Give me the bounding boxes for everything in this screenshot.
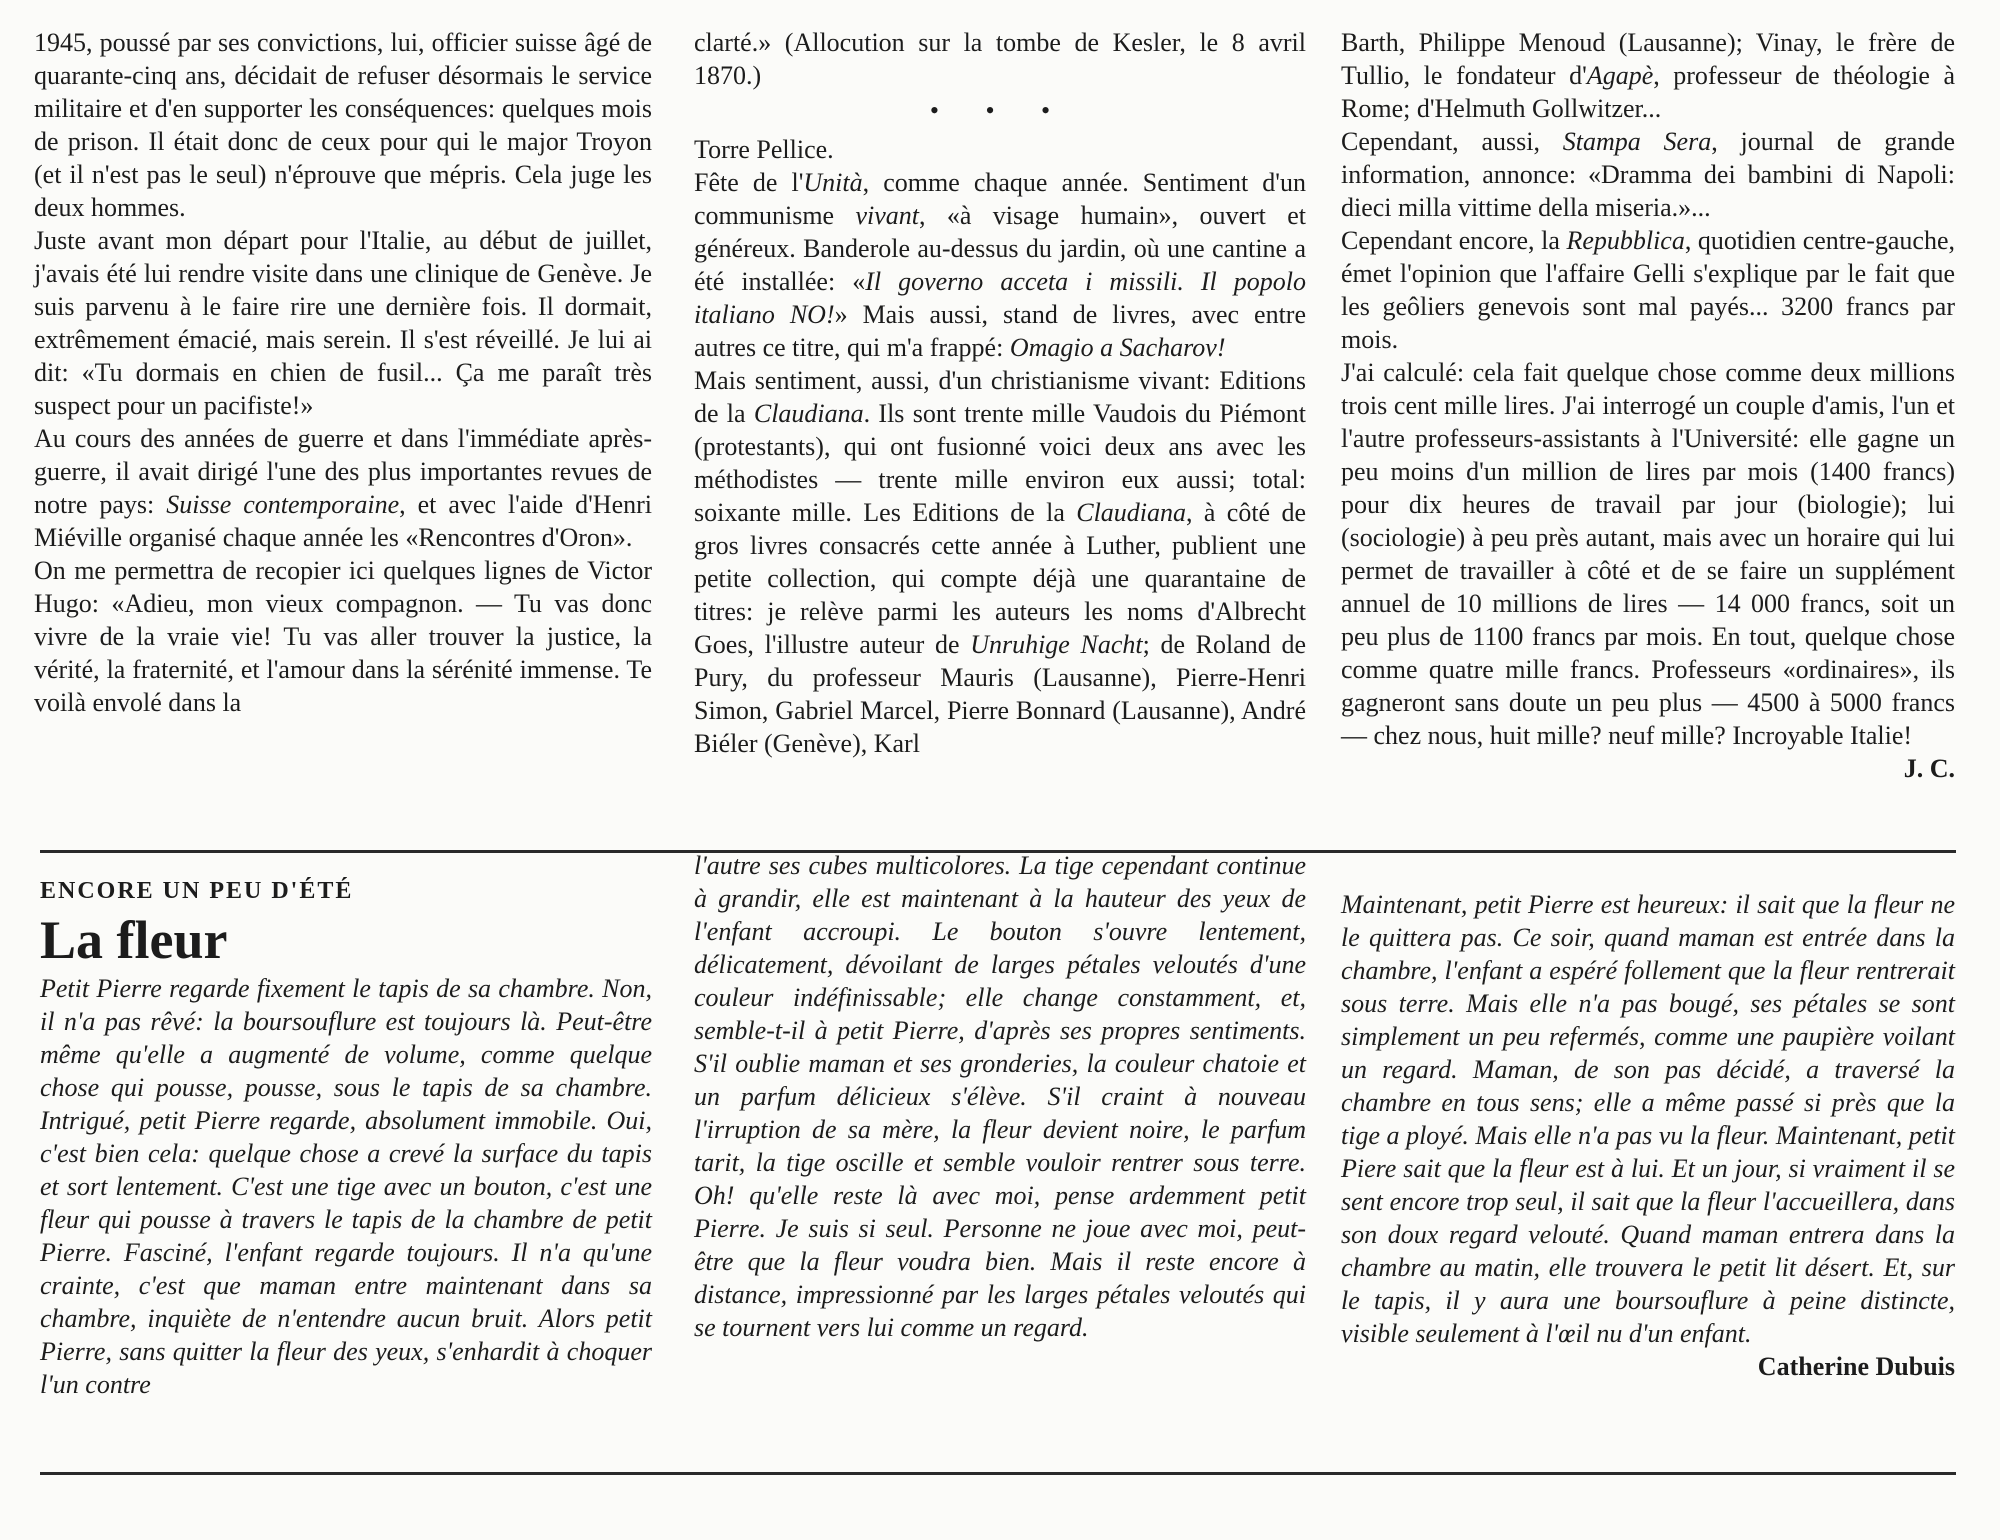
- paragraph: Petit Pierre regarde fixement le tapis de sa chambre. Non, il n'a pas rêvé: la boursouflure est toujours là. Peut-être même qu'elle a augmenté de volume, comme quelque chose qui pousse, pousse, sous le tapis de sa chambre. Intrigué, petit Pierre regarde, absolument immobile. Oui, c'est bien cela: quelque chose a crevé la surface du tapis et sort lentement. C'est une tige avec un bouton, c'est une fleur qui pousse à travers le tapis de la chambre de petit Pierre. Fasciné, l'enfant regarde toujours. Il n'a qu'une crainte, c'est que maman entre maintenant dans sa chambre, inquiète de n'entendre aucun bruit. Alors petit Pierre, sans quitter la fleur des yeux, s'enhardit à choquer l'un contre: [40, 974, 652, 1399]
- author-signature: Catherine Dubuis: [1757, 1352, 1955, 1381]
- dateline: Torre Pellice.: [694, 135, 834, 164]
- section-separator: • • •: [929, 96, 1071, 125]
- section-kicker: ENCORE UN PEU D'ÉTÉ: [40, 878, 354, 904]
- paragraph: J'ai calculé: cela fait quelque chose comme deux millions trois cent mille lires. J'ai interrogé un couple d'amis, l'un et l'autre professeurs-assistants à l'Université: elle gagne un peu moins d'un million de lires par mois (1400 francs) pour dix heures de travail par jour (biologie); lui (sociologie) à peu près autant, mais avec un horaire qui lui permet de travailler à côté et de se faire un supplément annuel de 10 millions de lires — 14 000 francs, soit un peu plus de 1100 francs par mois. En tout, quelque chose comme quatre mille francs. Professeurs «ordinaires», ils gagneront sans doute un peu plus — 4500 à 5000 francs — chez nous, huit mille? neuf mille? Incroyable Italie! J. C.: [1341, 358, 1955, 783]
- paragraph: Barth, Philippe Menoud (Lausanne); Vinay, le frère de Tullio, le fondateur d'Agapè, professeur de théologie à Rome; d'Helmuth Gollwitzer...: [1341, 28, 1955, 123]
- paragraph: 1945, poussé par ses convictions, lui, officier suisse âgé de quarante-cinq ans, décidait de refuser désormais le service militaire et d'en supporter les conséquences: quelques mois de prison. Il était donc de ceux pour qui le major Troyon (et il n'est pas le seul) n'éprouve que mépris. Cela juge les deux hommes.: [34, 28, 652, 222]
- top-column-1: [34, 26, 652, 719]
- story-column-2: [694, 849, 1306, 1344]
- article-title: La fleur: [40, 910, 228, 970]
- paragraph: Au cours des années de guerre et dans l'immédiate après-guerre, il avait dirigé l'une des plus importantes revues de notre pays: Suisse contemporaine, et avec l'aide d'Henri Miéville organisé chaque année les «Rencontres d'Oron».: [34, 424, 652, 552]
- top-column-2: [694, 26, 1306, 760]
- paragraph: On me permettra de recopier ici quelques lignes de Victor Hugo: «Adieu, mon vieux compagnon. — Tu vas donc vivre de la vraie vie! Tu vas aller trouver la justice, la vérité, la fraternité, et l'amour dans la sérénité immense. Te voilà envolé dans la: [34, 556, 652, 717]
- author-initials: J. C.: [1903, 754, 1955, 783]
- horizontal-rule: [40, 1472, 1956, 1475]
- paragraph: Maintenant, petit Pierre est heureux: il sait que la fleur ne le quittera pas. Ce soir, quand maman est entrée dans la chambre, l'enfant a espéré follement que la fleur rentrerait sous terre. Mais elle n'a pas bougé, ses pétales se sont simplement un peu refermés, comme une paupière voilant un regard. Maman, de son pas décidé, a traversé la chambre en tous sens; elle a même passé si près que la tige a ployé. Mais elle n'a pas vu la fleur. Maintenant, petit Piere sait que la fleur est à lui. Et un jour, si vraiment il se sent encore trop seul, il sait que la fleur l'accueillera, dans son doux regard velouté. Quand maman entrera dans la chambre au matin, elle trouvera le petit lit désert. Et, sur le tapis, il y aura une boursouflure à peine distincte, visible seulement à l'œil nu d'un enfant.: [1341, 890, 1955, 1348]
- story-column-3: [1341, 888, 1955, 1383]
- top-column-3: [1341, 26, 1955, 785]
- paragraph: Cependant encore, la Repubblica, quotidien centre-gauche, émet l'opinion que l'affaire Gelli s'explique par le fait que les geôliers genevois sont mal payés... 3200 francs par mois.: [1341, 226, 1955, 354]
- paragraph: Mais sentiment, aussi, d'un christianisme vivant: Editions de la Claudiana. Ils sont trente mille Vaudois du Piémont (protestants), qui ont fusionné voici deux ans avec les méthodistes — trente mille environ eux aussi; total: soixante mille. Les Editions de la Claudiana, à côté de gros livres consacrés cette année à Luther, publient une petite collection, qui compte déjà une quarantaine de titres: je relève parmi les auteurs les noms d'Albrecht Goes, l'illustre auteur de Unruhige Nacht; de Roland de Pury, du professeur Mauris (Lausanne), Pierre-Henri Simon, Gabriel Marcel, Pierre Bonnard (Lausanne), André Biéler (Genève), Karl: [694, 366, 1306, 758]
- paragraph: l'autre ses cubes multicolores. La tige cependant continue à grandir, elle est maintenant à la hauteur des yeux de l'enfant accroupi. Le bouton s'ouvre lentement, délicatement, dévoilant de larges pétales veloutés d'une couleur indéfinissable; elle change constamment, et, semble-t-il à petit Pierre, d'après ses propres sentiments. S'il oublie maman et ses gronderies, la couleur chatoie et un parfum délicieux s'élève. S'il craint à nouveau l'irruption de sa mère, la fleur devient noire, le parfum tarit, la tige oscille et semble vouloir rentrer sous terre. Oh! qu'elle reste là avec moi, pense ardemment petit Pierre. Je suis si seul. Personne ne joue avec moi, peut-être que la fleur voudra bien. Mais il reste encore à distance, impressionné par les larges pétales veloutés qui se tournent vers lui comme un regard.: [694, 851, 1306, 1342]
- story-column-1: [40, 972, 652, 1401]
- paragraph: clarté.» (Allocution sur la tombe de Kesler, le 8 avril 1870.): [694, 28, 1306, 90]
- paragraph: Fête de l'Unità, comme chaque année. Sentiment d'un communisme vivant, «à visage humain», ouvert et généreux. Banderole au-dessus du jardin, où une cantine a été installée: «Il governo acceta i missili. Il popolo italiano NO!» Mais aussi, stand de livres, avec entre autres ce titre, qui m'a frappé: Omagio a Sacharov!: [694, 168, 1306, 362]
- paragraph: Juste avant mon départ pour l'Italie, au début de juillet, j'avais été lui rendre visite dans une clinique de Genève. Je suis parvenu à le faire rire une dernière fois. Il dormait, extrêmement émacié, mais serein. Il s'est réveillé. Je lui ai dit: «Tu dormais en chien de fusil... Ça me paraît très suspect pour un pacifiste!»: [34, 226, 652, 420]
- paragraph: Cependant, aussi, Stampa Sera, journal de grande information, annonce: «Dramma dei bambini di Napoli: dieci milla vittime della miseria.»...: [1341, 127, 1955, 222]
